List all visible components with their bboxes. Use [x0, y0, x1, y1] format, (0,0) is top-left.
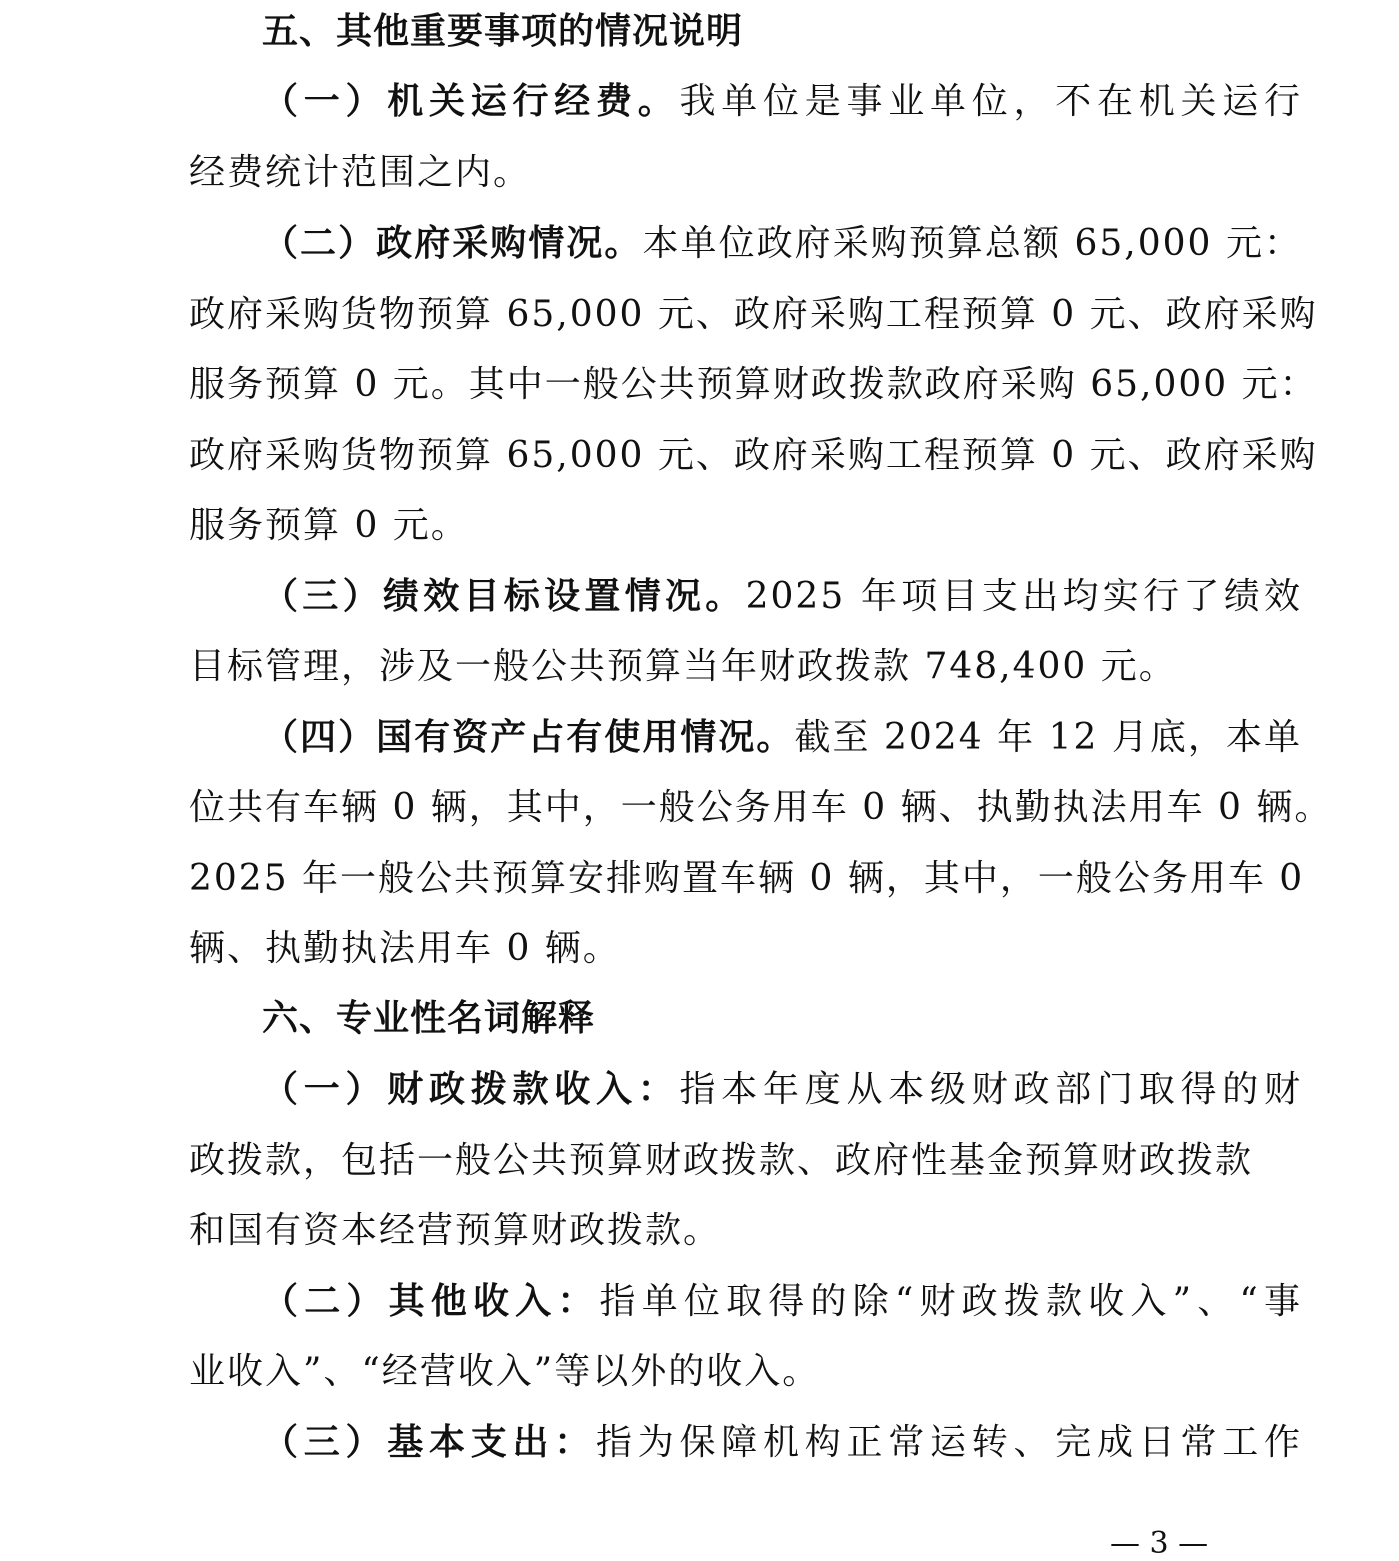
paragraph-line: 位共有车辆 0 辆，其中，一般公务用车 0 辆、执勤执法用车 0 辆。 [189, 787, 1333, 828]
paragraph-line: 经费统计范围之内。 [189, 152, 532, 193]
paragraph-text: 2025 年项目支出均实行了绩效 [745, 576, 1302, 617]
paragraph-text: 指本年度从本级财政部门取得的财 [679, 1069, 1302, 1110]
paragraph-line: 业收入”、“经营收入”等以外的收入。 [189, 1351, 821, 1392]
paragraph-line: 政府采购货物预算 65,000 元、政府采购工程预算 0 元、政府采购 [189, 294, 1318, 335]
paragraph-line [262, 1423, 1302, 1463]
page-number: — 3 — [1110, 1526, 1209, 1561]
subsection-title: （二）其他收入： [262, 1281, 600, 1322]
subsection-title: （一）机关运行经费。 [262, 81, 680, 122]
paragraph-line: 2025 年一般公共预算安排购置车辆 0 辆，其中，一般公务用车 0 [189, 858, 1305, 899]
subsection-title: （四）国有资产占有使用情况。 [262, 717, 795, 758]
paragraph-line: 政拨款，包括一般公共预算财政拨款、政府性基金预算财政拨款 [189, 1140, 1254, 1181]
paragraph-line [262, 82, 1302, 122]
paragraph-text: 本单位政府采购预算总额 65,000 元： [642, 223, 1302, 264]
paragraph-line [262, 1282, 1302, 1322]
paragraph-line: 服务预算 0 元。其中一般公共预算财政拨款政府采购 65,000 元： [189, 364, 1318, 405]
subsection-title: （二）政府采购情况。 [262, 223, 643, 264]
paragraph-text: 截至 2024 年 12 月底，本单 [794, 717, 1302, 758]
paragraph-line: 政府采购货物预算 65,000 元、政府采购工程预算 0 元、政府采购 [189, 435, 1318, 476]
paragraph-line: 服务预算 0 元。 [189, 505, 469, 546]
section-heading-terminology: 六、专业性名词解释 [262, 998, 596, 1039]
subsection-title: （三）绩效目标设置情况。 [262, 576, 746, 617]
paragraph-line: 目标管理，涉及一般公共预算当年财政拨款 748,400 元。 [189, 646, 1177, 687]
paragraph-text: 我单位是事业单位，不在机关运行 [679, 81, 1302, 122]
paragraph-text: 指单位取得的除“财政拨款收入”、“事 [599, 1281, 1302, 1322]
paragraph-line [262, 577, 1302, 617]
subsection-title: （一）财政拨款收入： [262, 1069, 680, 1110]
paragraph-line [262, 1070, 1302, 1110]
paragraph-line [262, 224, 1302, 264]
paragraph-line: 和国有资本经营预算财政拨款。 [189, 1210, 722, 1251]
subsection-title: （三）基本支出： [262, 1422, 596, 1463]
paragraph-text: 指为保障机构正常运转、完成日常工作 [596, 1422, 1302, 1463]
section-heading-other-matters: 五、其他重要事项的情况说明 [262, 11, 744, 52]
paragraph-line: 辆、执勤执法用车 0 辆。 [189, 928, 621, 969]
paragraph-line [262, 718, 1302, 758]
